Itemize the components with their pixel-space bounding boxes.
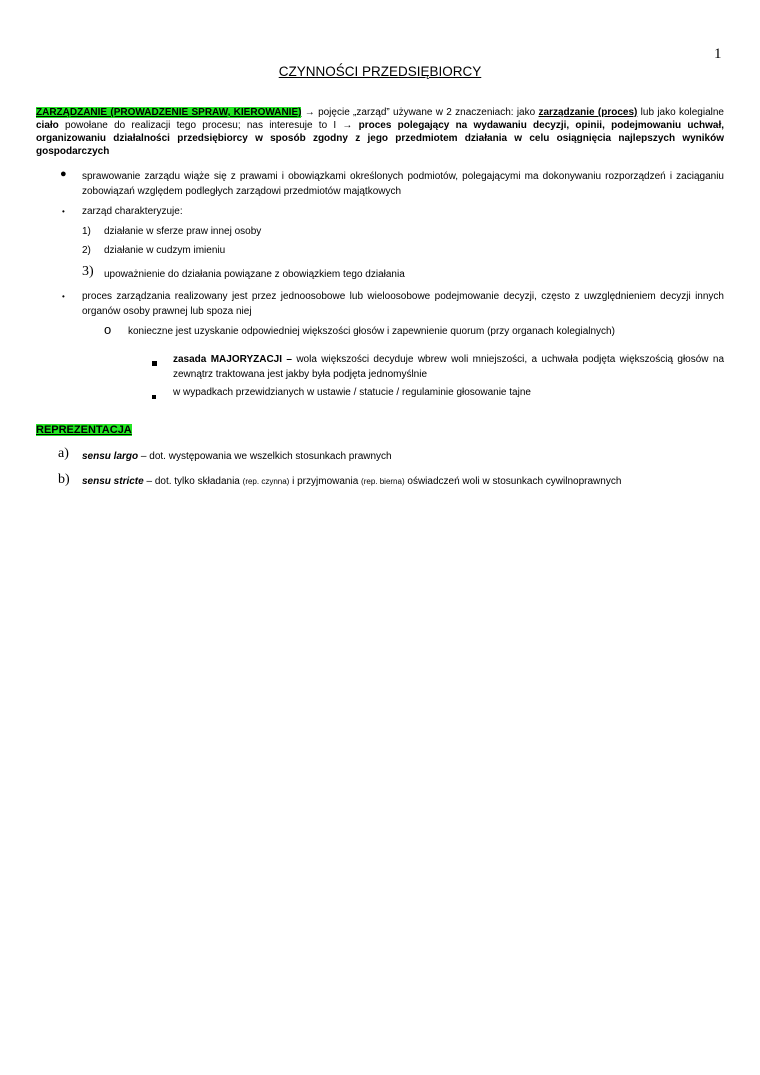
list-number: 1) (82, 226, 91, 237)
intro-text: powołane do realizacji tego procesu; nas interesuje to I (58, 120, 343, 131)
list-item (82, 449, 392, 464)
arrow-icon: → (342, 120, 353, 131)
sensu-stricte-term: sensu stricte (82, 476, 144, 487)
zarzadzanie-heading: ZARZĄDZANIE (PROWADZENIE SPRAW, KIEROWANIE) (36, 107, 302, 118)
sensu-stricte-text: i przyjmowania (289, 476, 362, 487)
reprezentacja-heading (36, 424, 132, 436)
bullet-icon: • (62, 292, 65, 301)
sensu-largo-text: – dot. występowania we wszelkich stosunkach prawnych (138, 451, 392, 462)
list-item: działanie w cudzym imieniu (104, 245, 226, 256)
page-title: CZYNNOŚCI PRZEDSIĘBIORCY (278, 64, 482, 79)
intro-text: lub jako kolegialne (637, 107, 724, 118)
list-item: sprawowanie zarządu wiąże się z prawami i obowiązkami określonych podmiotów, polegającymi ma dokonywaniu rozporządzeń i zaciąganiu zobowiązań względem podległych zarządowi przedmiotów majątkowych (82, 171, 724, 197)
list-item: działanie w sferze praw innej osoby (104, 226, 262, 237)
circle-bullet-icon: o (104, 322, 112, 337)
list-item: w wypadkach przewidzianych w ustawie / statucie / regulaminie głosowanie tajne (173, 387, 531, 398)
intro-text: pojęcie „zarząd” używane w 2 znaczeniach: jako (314, 107, 539, 118)
reprezentacja-heading-text: REPREZENTACJA (36, 424, 132, 436)
sensu-stricte-text: – dot. tylko składania (143, 476, 243, 487)
list-item (173, 352, 724, 382)
list-item: upoważnienie do działania powiązane z obowiązkiem tego działania (104, 269, 405, 280)
intro-term-proces: zarządzanie (proces) (538, 107, 638, 118)
list-item (82, 474, 621, 489)
majoryzacja-term: zasada MAJORYZACJI – (173, 354, 292, 365)
list-item: konieczne jest uzyskanie odpowiedniej większości głosów i zapewnienie quorum (przy organach kolegialnych) (128, 326, 615, 337)
list-number: 3) (82, 264, 94, 279)
square-bullet-icon (152, 356, 157, 371)
list-item: zarząd charakteryzuje: (82, 206, 183, 217)
rep-bierna-note: (rep. bierna) (361, 477, 405, 486)
page-number: 1 (714, 46, 722, 62)
intro-term-cialo: ciało (36, 120, 59, 131)
intro-definition: proces polegający na wydawaniu decyzji, opinii, podejmowaniu uchwał, organizowaniu działalności przedsiębiorcy w sposób zgodny z jego przedmiotem działania w celu osiągnięcia najlepszych wyników gospodarczych (36, 120, 724, 157)
rep-czynna-note: (rep. czynna) (242, 477, 290, 486)
zarzadzanie-paragraph (36, 106, 724, 158)
bullet-icon: ● (60, 168, 67, 180)
arrow-icon: → (304, 107, 315, 118)
bullet-icon: • (62, 207, 65, 216)
list-letter: a) (58, 446, 69, 461)
square-bullet-icon (152, 389, 156, 404)
sensu-largo-term: sensu largo (82, 451, 139, 462)
list-letter: b) (58, 472, 70, 487)
sensu-stricte-text: oświadczeń woli w stosunkach cywilnoprawnych (404, 476, 622, 487)
majoryzacja-text: wola większości decyduje wbrew woli mniejszości, a uchwała podjęta większością głosów na zewnątrz traktowana jest jakby była podjęta jednomyślnie (173, 354, 725, 380)
list-item: proces zarządzania realizowany jest przez jednoosobowe lub wieloosobowe podejmowanie decyzji, często z uwzględnieniem decyzji innych organów osoby prawnej lub spoza niej (82, 291, 724, 317)
list-number: 2) (82, 245, 91, 256)
